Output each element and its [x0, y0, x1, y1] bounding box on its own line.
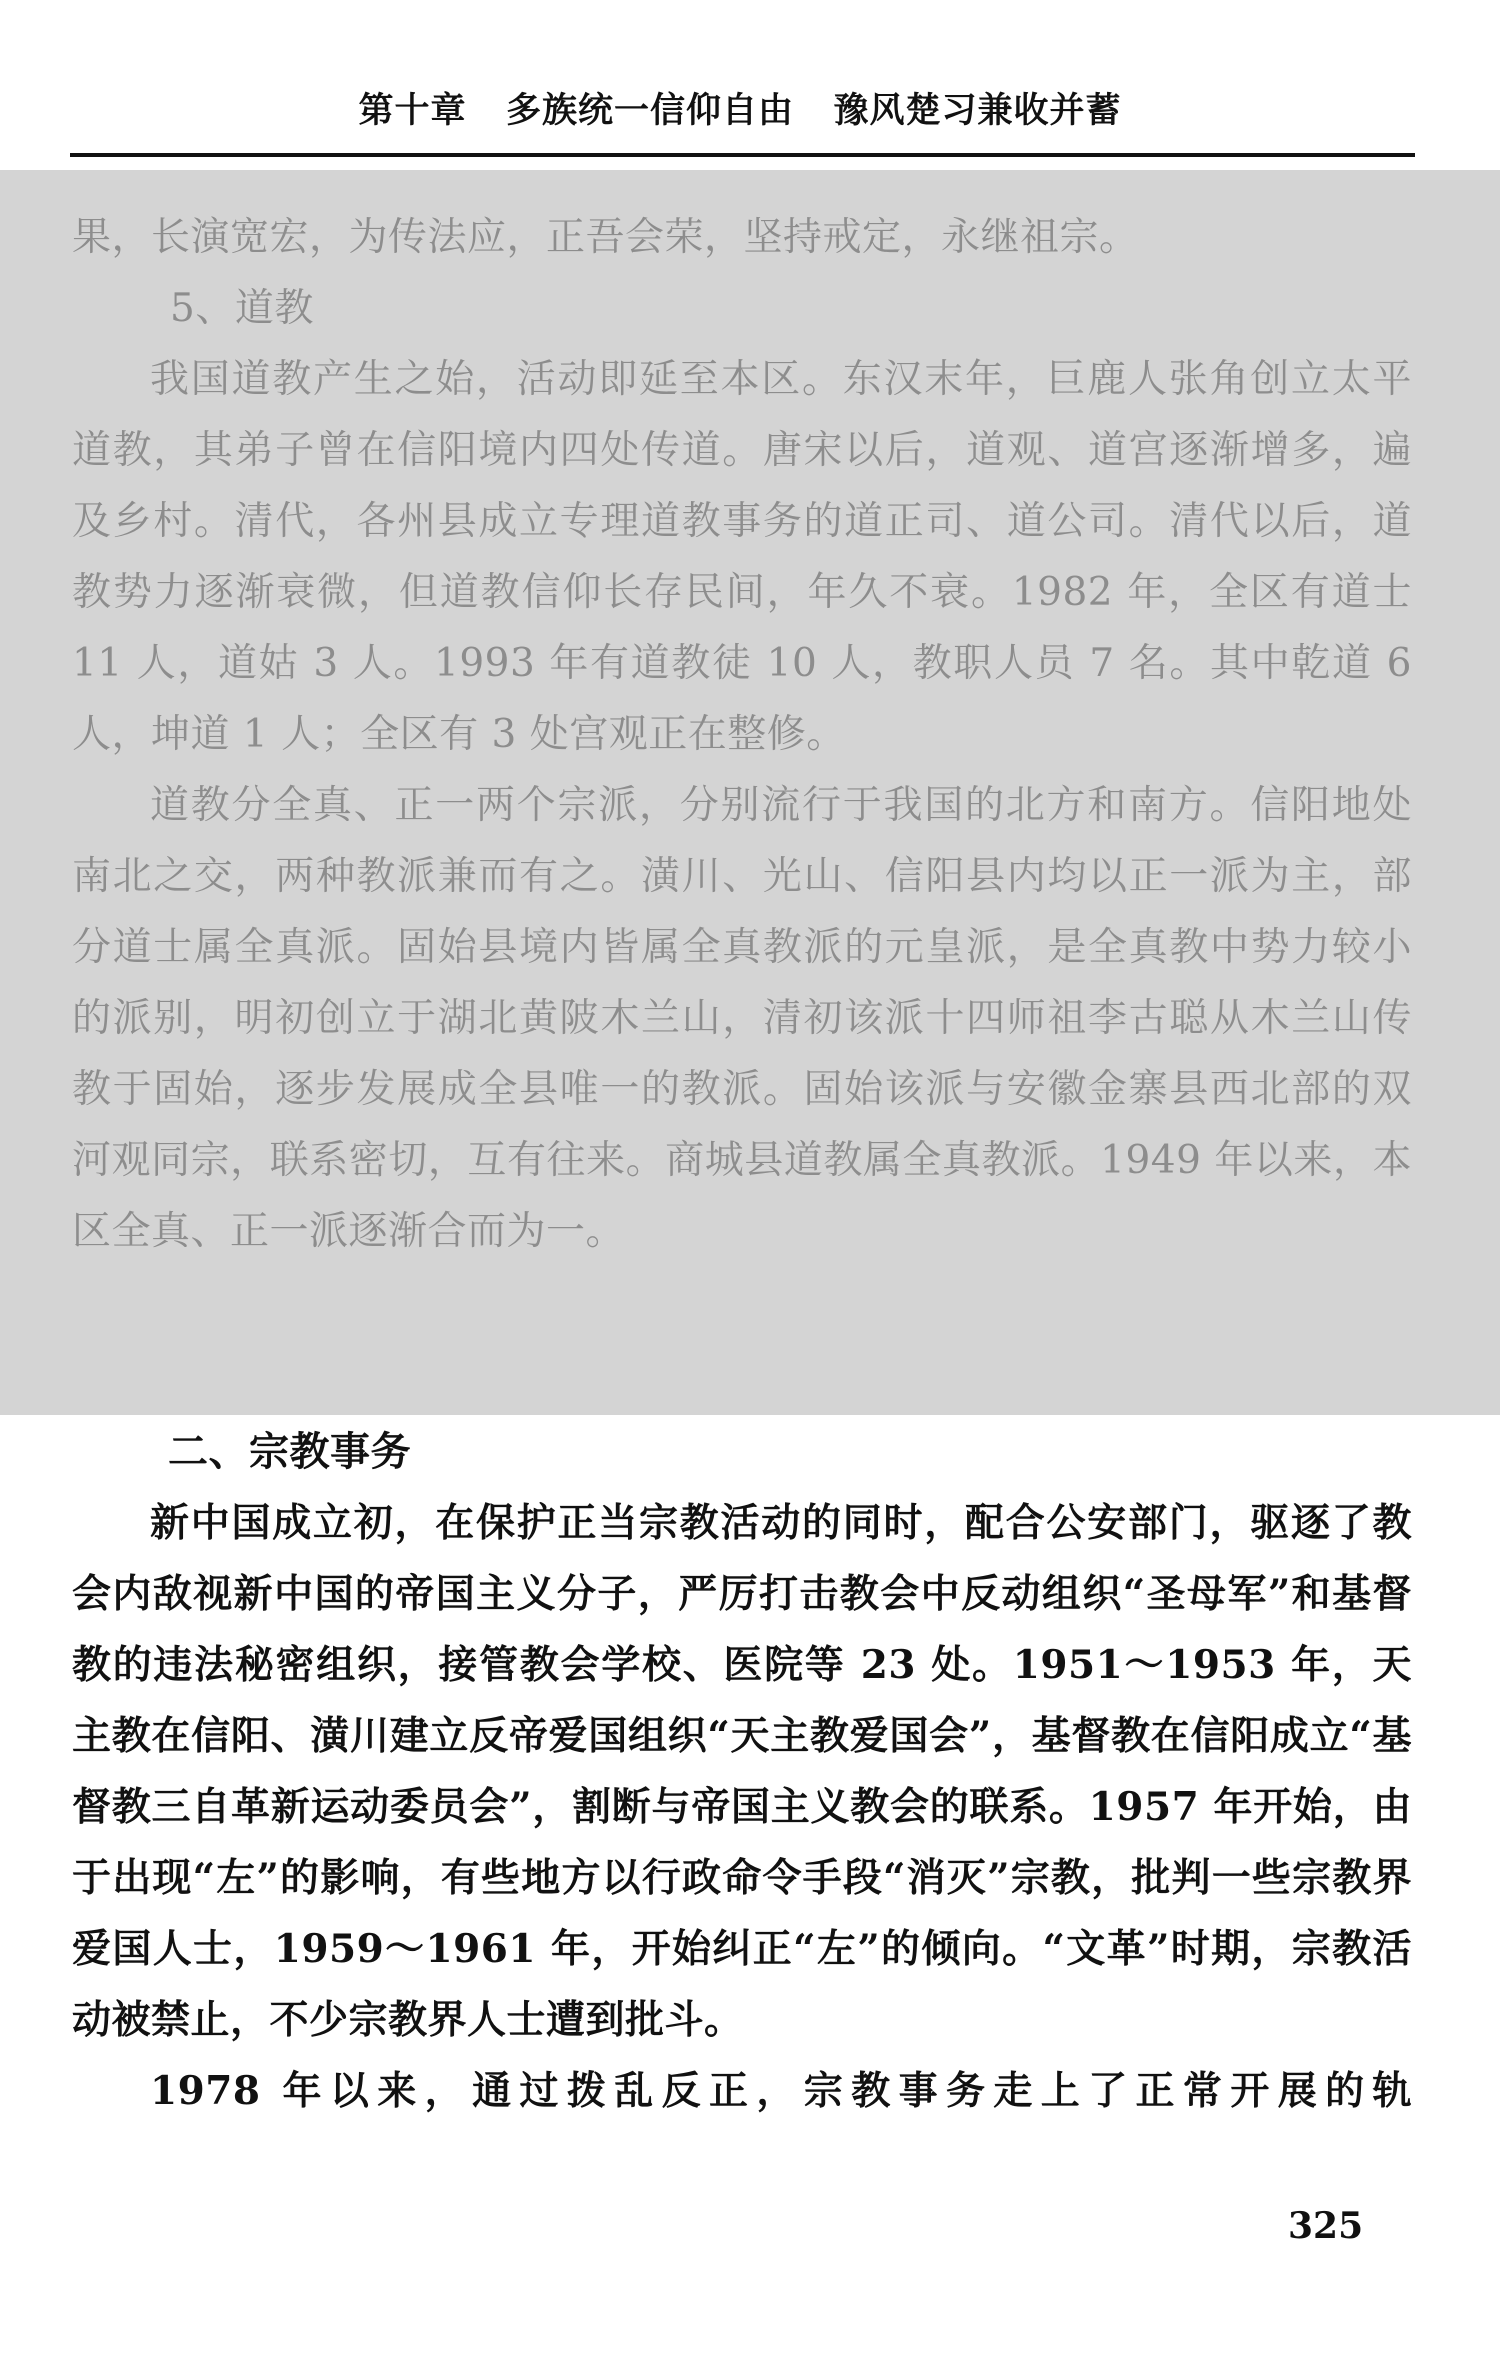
shaded-text-block: [72, 202, 1412, 1267]
continuation-text: 果，长演宽宏，为传法应，正吾会荣，坚持戒定，永继祖宗。: [72, 215, 1139, 260]
running-head: 第十章 多族统一信仰自由 豫风楚习兼收并蓄: [358, 91, 1122, 131]
main-text-block: [72, 1417, 1412, 2127]
paragraph: 1978 年以来，通过拨乱反正，宗教事务走上了正常开展的轨: [150, 2068, 1412, 2114]
page-number: 325: [1288, 2205, 1364, 2247]
paragraph: 我国道教产生之始，活动即延至本区。东汉末年，巨鹿人张角创立太平道教，其弟子曾在信阳境内四处传道。唐宋以后，道观、道宫逐渐增多，遍及乡村。清代，各州县成立专理道教事务的道正司、道公司。清代以后，道教势力逐渐衰微，但道教信仰长存民间，年久不衰。1982 年，全区有道士 11 人，道姑 3 人。1993 年有道教徒 10 人，教职人员 7 名。其中乾道 6 人，坤道 1 人；全区有 3 处宫观正在整修。: [72, 357, 1412, 757]
subheading-taoism: 5、道教: [170, 286, 314, 331]
paragraph: 道教分全真、正一两个宗派，分别流行于我国的北方和南方。信阳地处南北之交，两种教派兼而有之。潢川、光山、信阳县内均以正一派为主，部分道士属全真派。固始县境内皆属全真教派的元皇派，是全真教中势力较小的派别，明初创立于湖北黄陂木兰山，清初该派十四师祖李古聪从木兰山传教于固始，逐步发展成全县唯一的教派。固始该派与安徽金寨县西北部的双河观同宗，联系密切，互有往来。商城县道教属全真教派。1949 年以来，本区全真、正一派逐渐合而为一。: [72, 783, 1412, 1254]
paragraph: 新中国成立初，在保护正当宗教活动的同时，配合公安部门，驱逐了教会内敌视新中国的帝国主义分子，严厉打击教会中反动组织“圣母军”和基督教的违法秘密组织，接管教会学校、医院等 23 处。1951～1953 年，天主教在信阳、潢川建立反帝爱国组织“天主教爱国会”，基督教在信阳成立“基督教三自革新运动委员会”，割断与帝国主义教会的联系。1957 年开始，由于出现“左”的影响，有些地方以行政命令手段“消灭”宗教，批判一些宗教界爱国人士，1959～1961 年，开始纠正“左”的倾向。“文革”时期，宗教活动被禁止，不少宗教界人士遭到批斗。: [72, 1500, 1412, 2043]
header-rule: [70, 153, 1415, 157]
section-title: 二、宗教事务: [168, 1429, 411, 1475]
